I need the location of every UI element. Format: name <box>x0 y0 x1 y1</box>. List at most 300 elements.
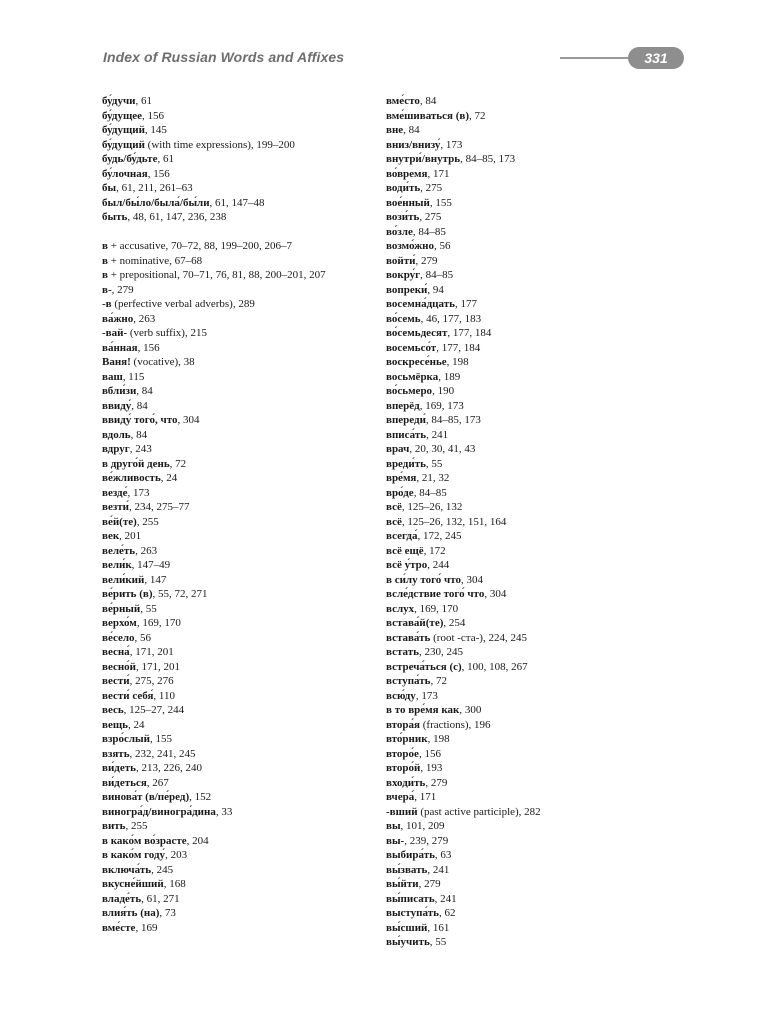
index-term: век <box>102 530 120 542</box>
index-entry <box>386 268 636 283</box>
index-term: вдоль <box>102 428 131 441</box>
index-page-refs: , 56 <box>134 631 152 644</box>
index-entry <box>102 399 347 414</box>
index-term: во́зле <box>386 225 413 238</box>
index-page-refs: , 73 <box>159 907 176 919</box>
index-page-refs: , 171 <box>427 167 450 180</box>
index-term: вы- <box>386 834 405 847</box>
index-entry <box>386 210 636 225</box>
index-entry <box>102 138 347 153</box>
index-entry <box>102 863 347 878</box>
index-page-refs: , 275 <box>420 182 443 194</box>
index-term: вокру́г <box>386 269 421 281</box>
index-page-refs: , 84 <box>419 95 437 107</box>
index-term: вы́сший <box>386 921 428 934</box>
index-entry <box>102 674 347 689</box>
index-page-refs: , 177, 184 <box>447 327 492 339</box>
index-term: вести́ себя́ <box>102 689 154 702</box>
index-page-refs: , 241 <box>426 428 449 441</box>
index-entry <box>386 297 636 312</box>
index-entry <box>386 109 636 124</box>
index-page-refs: , 61, 271 <box>141 892 180 905</box>
index-term: владе́ть <box>102 892 142 905</box>
index-term: всё <box>386 515 402 528</box>
index-page-refs: , 169, 173 <box>419 399 464 412</box>
index-term: весна́ <box>102 646 130 658</box>
index-entry <box>102 747 347 762</box>
index-entry <box>386 935 636 950</box>
index-entry <box>386 355 636 370</box>
index-page-refs: (fractions), 196 <box>420 718 491 731</box>
index-page-refs: , 304 <box>461 573 484 586</box>
index-term: второ́е <box>386 747 419 760</box>
index-term: в <box>102 269 108 281</box>
index-entry <box>386 906 636 921</box>
index-term: вдруг <box>102 443 130 455</box>
index-entry <box>386 877 636 892</box>
index-page-refs: , 55 <box>429 936 447 948</box>
index-entry <box>102 210 347 225</box>
index-column-left <box>102 94 347 935</box>
index-page-refs: , 255 <box>125 820 148 832</box>
index-entry <box>386 573 636 588</box>
index-term: ве́село <box>102 631 135 644</box>
index-page-refs: , 204 <box>186 834 209 847</box>
index-page-refs: , 213, 226, 240 <box>135 762 202 774</box>
index-term: верхо́м <box>102 617 137 629</box>
index-term: вписа́ть <box>386 428 427 441</box>
index-entry <box>102 500 347 515</box>
index-term: везти́ <box>102 501 129 513</box>
index-entry <box>386 529 636 544</box>
index-entry <box>102 631 347 646</box>
index-term: ве́рить (в) <box>102 588 153 600</box>
index-term: бу́дущее <box>102 109 143 122</box>
index-entry <box>102 703 347 718</box>
index-page-refs: , 169, 170 <box>136 617 181 629</box>
index-entry <box>102 892 347 907</box>
index-term: вре́мя <box>386 472 417 484</box>
index-entry <box>386 863 636 878</box>
index-page-refs: , 55 <box>425 457 443 470</box>
index-page-refs: , 84–85, 173 <box>425 414 481 426</box>
index-entry <box>386 747 636 762</box>
index-page-refs: , 84–85 <box>412 225 446 238</box>
index-term: всё ещё <box>386 544 424 557</box>
index-term: второ́й <box>386 762 421 774</box>
index-page-refs: , 263 <box>135 544 158 557</box>
index-term: будь/бу́дьте <box>102 153 158 165</box>
index-entry <box>386 674 636 689</box>
index-entry <box>386 442 636 457</box>
index-term: -в <box>102 298 112 310</box>
index-term: включа́ть <box>102 863 152 876</box>
index-page-refs: , 244 <box>427 559 450 571</box>
index-page-refs: , 189 <box>438 370 461 383</box>
index-entry <box>102 283 347 298</box>
index-term: восемьсо́т <box>386 341 437 354</box>
index-page-refs: , 147 <box>144 573 167 586</box>
index-term: всле́дствие того́ что <box>386 588 485 600</box>
index-entry <box>386 138 636 153</box>
index-entry <box>102 370 347 385</box>
index-term: входи́ть <box>386 776 426 789</box>
index-page-refs: , 152 <box>189 791 212 803</box>
index-term: -вший <box>386 805 418 818</box>
index-entry <box>102 442 347 457</box>
index-entry <box>386 805 636 820</box>
index-term: вить <box>102 820 126 832</box>
index-term: Ваня! <box>102 356 131 368</box>
index-term: везде́ <box>102 486 128 499</box>
index-term: вбли́зи <box>102 385 137 397</box>
index-term: вы <box>386 820 401 832</box>
index-page-refs: , 84 <box>131 399 148 412</box>
index-page-refs: , 171, 201 <box>129 646 174 658</box>
index-term: вступа́ть <box>386 675 431 687</box>
index-term: бы <box>102 182 117 194</box>
index-term: -вай- <box>102 327 128 339</box>
index-entry <box>102 587 347 602</box>
index-term: воскресе́нье <box>386 356 447 368</box>
index-page-refs: , 173 <box>440 138 463 151</box>
index-page-refs: , 61, 211, 261–63 <box>116 182 193 194</box>
index-page-refs: , 84–85 <box>420 269 454 281</box>
index-entry <box>102 312 347 327</box>
index-page-refs: , 147–49 <box>131 559 171 571</box>
index-page-refs: , 300 <box>459 704 482 716</box>
index-page-refs: (vocative), 38 <box>130 356 195 368</box>
index-term: весь <box>102 704 124 716</box>
index-term: вы́учить <box>386 936 430 948</box>
index-term: взять <box>102 747 130 760</box>
index-page-refs: , 84–85 <box>413 486 447 499</box>
index-entry <box>102 573 347 588</box>
index-page-refs: , 156 <box>142 109 165 122</box>
index-entry <box>386 587 636 602</box>
index-page-refs: , 156 <box>137 341 160 354</box>
index-term: восьмёрка <box>386 370 439 383</box>
index-page-refs: , 279 <box>415 254 438 267</box>
index-entry <box>386 631 636 646</box>
index-term: винова́т (в/пе́ред) <box>102 791 190 803</box>
index-term: во́семьдесят <box>386 327 448 339</box>
index-page-refs: , 172, 245 <box>417 530 462 542</box>
index-term: вниз/внизу́ <box>386 138 441 151</box>
index-term: вы́йти <box>386 878 419 890</box>
index-term: внутри́/внутрь <box>386 153 461 165</box>
index-term: всё <box>386 501 402 513</box>
index-entry <box>102 544 347 559</box>
index-page-refs: , 169, 170 <box>414 602 459 615</box>
index-term: во́время <box>386 167 428 180</box>
index-entry <box>386 370 636 385</box>
index-term: бу́дущий <box>102 124 145 136</box>
index-page-refs: , 61, 147–48 <box>209 196 265 209</box>
index-term: вме́сте <box>102 921 136 934</box>
index-entry <box>386 152 636 167</box>
index-term: ве́рный <box>102 602 141 615</box>
index-term: всё у́тро <box>386 559 428 571</box>
index-entry <box>386 181 636 196</box>
index-entry <box>386 283 636 298</box>
index-entry <box>102 906 347 921</box>
index-term: в си́лу того́ что <box>386 573 462 586</box>
index-page-refs: , 171 <box>414 791 437 803</box>
index-entry <box>386 732 636 747</box>
index-page-refs: , 101, 209 <box>400 820 445 832</box>
index-entry <box>102 239 347 254</box>
index-term: в- <box>102 283 112 296</box>
index-term: вслух <box>386 602 415 615</box>
index-entry <box>386 761 636 776</box>
index-entry <box>102 921 347 936</box>
index-entry <box>386 602 636 617</box>
index-entry <box>102 877 347 892</box>
index-entry <box>102 181 347 196</box>
index-entry <box>102 94 347 109</box>
index-term: вперёд <box>386 399 420 412</box>
index-term: вещь <box>102 718 128 731</box>
index-entry <box>386 500 636 515</box>
index-entry <box>102 152 347 167</box>
index-page-refs: , 100, 108, 267 <box>461 660 528 673</box>
index-page-refs: , 173 <box>415 689 438 702</box>
index-term: восемна́дцать <box>386 298 455 310</box>
index-page-refs: , 243 <box>129 443 152 455</box>
index-page-refs: , 155 <box>149 733 172 745</box>
index-entry <box>102 718 347 733</box>
index-entry <box>386 689 636 704</box>
index-page-refs: , 232, 241, 245 <box>129 747 196 760</box>
index-term: вто́рник <box>386 733 428 745</box>
index-page-refs: + prepositional, 70–71, 76, 81, 88, 200–201, 207 <box>107 269 326 281</box>
index-entry <box>102 660 347 675</box>
index-entry <box>102 167 347 182</box>
index-entry <box>102 413 347 428</box>
index-page-refs: , 275 <box>419 211 442 223</box>
index-term: вели́кий <box>102 573 145 586</box>
index-term: всегда́ <box>386 530 418 542</box>
index-entry <box>386 196 636 211</box>
index-entry <box>386 819 636 834</box>
index-page-refs: , 239, 279 <box>404 834 449 847</box>
index-entry <box>386 254 636 269</box>
index-entry <box>386 471 636 486</box>
index-page-refs: , 275, 276 <box>129 675 174 687</box>
index-page-refs: , 94 <box>427 283 444 296</box>
index-term: ве́жливость <box>102 472 161 484</box>
index-entry <box>102 457 347 472</box>
index-term: вме́шиваться (в) <box>386 109 469 122</box>
index-entry <box>102 776 347 791</box>
index-page-refs: , 24 <box>160 472 178 484</box>
index-page-refs: , 145 <box>144 124 167 136</box>
index-term: вести́ <box>102 675 130 687</box>
page-number: 331 <box>644 50 668 66</box>
index-term: врач <box>386 443 410 455</box>
index-entry <box>386 515 636 530</box>
index-entry <box>102 428 347 443</box>
index-entry <box>102 297 347 312</box>
index-entry <box>102 384 347 399</box>
index-page-refs: , 177 <box>454 298 477 310</box>
index-page-refs: , 84 <box>403 124 420 136</box>
index-term: води́ть <box>386 182 421 194</box>
index-page-refs: , 110 <box>153 689 176 702</box>
index-term: ваш <box>102 370 123 383</box>
index-term: во́семь <box>386 312 421 325</box>
running-header-title: Index of Russian Words and Affixes <box>103 49 345 65</box>
index-page-refs: , 61 <box>157 153 174 165</box>
index-page-refs: , 177, 184 <box>436 341 481 354</box>
index-entry <box>386 428 636 443</box>
page-number-badge <box>628 47 684 69</box>
index-term: встава́й(те) <box>386 617 444 629</box>
index-entry <box>102 341 347 356</box>
index-entry <box>386 848 636 863</box>
index-term: во́сьмеро <box>386 385 433 397</box>
index-page-refs: , 171, 201 <box>136 660 181 673</box>
index-entry <box>102 355 347 370</box>
index-term: возмо́жно <box>386 240 435 252</box>
index-term: бу́дущий <box>102 138 145 151</box>
index-entry <box>386 94 636 109</box>
index-term: ввиду́ того́, что <box>102 414 178 426</box>
index-page-refs: , 125–26, 132 <box>401 501 463 513</box>
index-page-refs: , 155 <box>429 196 452 209</box>
index-term: виногра́д/виногра́дина <box>102 805 216 818</box>
index-entry <box>386 326 636 341</box>
index-entry <box>386 544 636 559</box>
index-page-refs: , 203 <box>165 849 188 861</box>
index-term: быть <box>102 211 128 223</box>
index-entry <box>386 413 636 428</box>
index-entry <box>386 718 636 733</box>
index-page-refs: , 245 <box>151 863 174 876</box>
index-entry <box>102 558 347 573</box>
index-term: втора́я <box>386 718 420 731</box>
index-page-refs: + accusative, 70–72, 88, 199–200, 206–7 <box>107 240 292 252</box>
index-page-refs: , 279 <box>111 283 134 296</box>
index-page-refs: , 84–85, 173 <box>460 153 516 165</box>
index-page-refs: , 254 <box>443 617 466 629</box>
index-column-right <box>386 94 636 950</box>
index-page-refs: , 190 <box>432 385 455 397</box>
index-entry <box>102 645 347 660</box>
index-entry <box>386 123 636 138</box>
index-page-refs: , 56 <box>434 240 451 252</box>
index-entry <box>102 326 347 341</box>
index-page-refs: , 304 <box>177 414 200 426</box>
index-page-refs: , 55 <box>140 602 157 615</box>
index-entry <box>102 790 347 805</box>
index-term: взро́слый <box>102 733 150 745</box>
index-term: всю́ду <box>386 689 416 702</box>
index-term: был/бы́ло/была́/бы́ли <box>102 196 210 209</box>
index-term: ви́деть <box>102 762 136 774</box>
index-entry <box>386 645 636 660</box>
index-page-refs: , 255 <box>136 515 159 528</box>
index-entry <box>386 892 636 907</box>
index-entry <box>102 471 347 486</box>
index-term: весно́й <box>102 660 137 673</box>
index-entry <box>386 457 636 472</box>
index-term: вы́звать <box>386 863 428 876</box>
index-page-refs: , 46, 177, 183 <box>420 312 482 325</box>
index-page-refs: , 21, 32 <box>416 472 450 484</box>
index-term: вкусне́йший <box>102 878 164 890</box>
index-page-refs: , 63 <box>434 849 452 861</box>
index-term: вое́нный <box>386 196 430 209</box>
index-term: ввиду́ <box>102 399 132 412</box>
index-entry <box>386 225 636 240</box>
index-page-refs: , 55, 72, 271 <box>152 588 208 600</box>
index-page-refs: , 279 <box>425 776 448 789</box>
index-entry <box>386 790 636 805</box>
index-page-refs: , 156 <box>418 747 441 760</box>
index-page-refs: , 168 <box>163 878 186 890</box>
index-entry <box>386 384 636 399</box>
index-term: вчера́ <box>386 791 415 803</box>
index-entry <box>102 732 347 747</box>
index-entry <box>386 703 636 718</box>
index-term: вме́сто <box>386 95 420 107</box>
index-entry <box>102 689 347 704</box>
index-term: встать <box>386 646 419 658</box>
index-page-refs: , 234, 275–77 <box>128 501 190 513</box>
index-page-refs: , 173 <box>127 486 150 499</box>
index-term: выступа́ть <box>386 907 439 919</box>
index-entry <box>386 776 636 791</box>
index-page-refs: , 279 <box>418 878 441 890</box>
index-page-refs: , 267 <box>146 776 169 789</box>
index-page-refs: , 115 <box>122 370 145 383</box>
index-term: веле́ть <box>102 544 136 557</box>
index-page-refs: , 48, 61, 147, 236, 238 <box>127 211 227 223</box>
index-entry <box>102 196 347 211</box>
index-page-refs: (perfective verbal adverbs), 289 <box>111 298 255 310</box>
index-term: ве́й(те) <box>102 515 137 528</box>
index-entry <box>102 848 347 863</box>
index-entry <box>386 399 636 414</box>
index-page-refs: , 62 <box>438 907 456 919</box>
index-term: ва́жно <box>102 312 134 325</box>
index-page-refs: , 72 <box>468 109 486 122</box>
index-page-refs: , 198 <box>446 356 469 368</box>
index-term: вро́де <box>386 486 414 499</box>
index-entry <box>102 515 347 530</box>
index-page-refs: , 241 <box>434 892 457 905</box>
index-term: ва́нная <box>102 341 138 354</box>
index-page-refs: , 241 <box>427 863 450 876</box>
header-rule <box>560 57 638 59</box>
index-term: в то вре́мя как <box>386 704 460 716</box>
index-page-refs: , 84 <box>136 385 153 397</box>
index-entry <box>386 239 636 254</box>
index-entry <box>102 268 347 283</box>
index-entry <box>102 486 347 501</box>
index-term: вы́писать <box>386 892 435 905</box>
index-term: в <box>102 240 108 252</box>
index-entry <box>386 921 636 936</box>
index-page-refs: , 198 <box>427 733 450 745</box>
index-term: встреча́ться (с) <box>386 660 462 673</box>
index-page-refs: , 84 <box>130 428 148 441</box>
index-page-refs: (past active participle), 282 <box>417 805 541 818</box>
index-term: бу́лочная <box>102 167 148 180</box>
index-page-refs: (with time expressions), 199–200 <box>144 138 295 151</box>
